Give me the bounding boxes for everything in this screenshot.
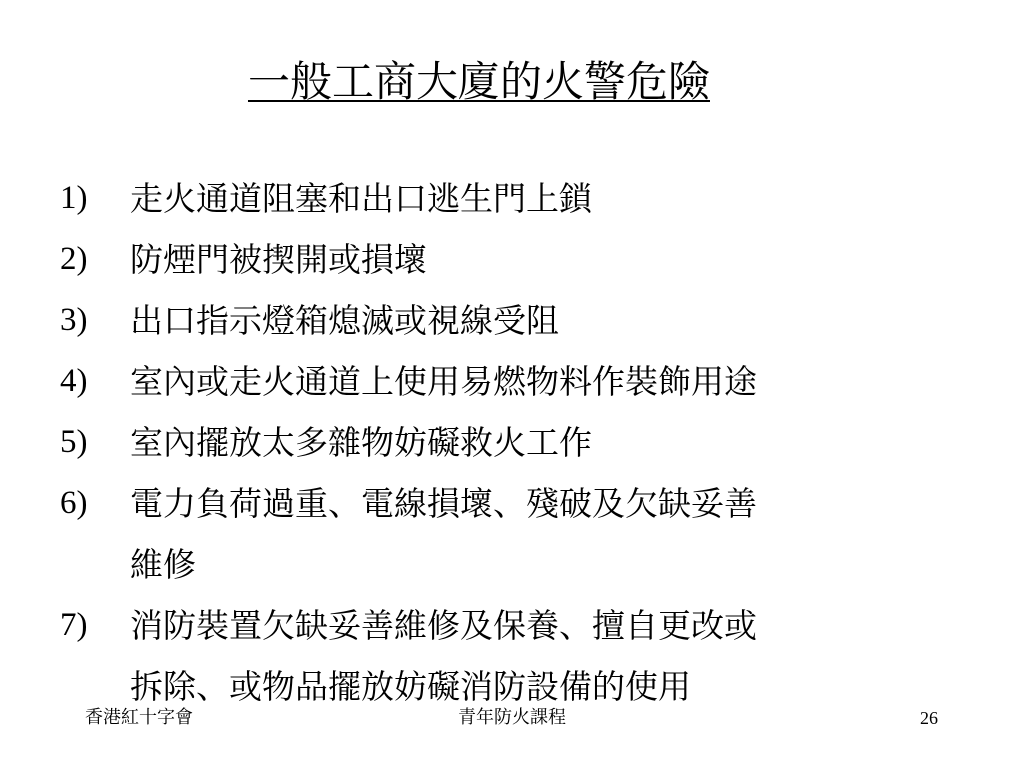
list-item — [60, 290, 980, 351]
list-item-line: 消防裝置欠缺妥善維修及保養、擅自更改或 — [130, 606, 757, 645]
list-item — [60, 473, 980, 595]
footer-organization: 香港紅十字會 — [85, 707, 193, 728]
list-item-text — [130, 229, 970, 290]
list-item-number: 7) — [60, 607, 88, 643]
list-item-number: 2) — [60, 241, 88, 277]
list-item-text — [130, 290, 970, 351]
footer-course-name: 青年防火課程 — [458, 707, 566, 728]
list-item-line: 出口指示燈箱熄滅或視線受阻 — [130, 301, 559, 340]
list-item-line: 室內擺放太多雜物妨礙救火工作 — [130, 423, 592, 462]
list-item — [60, 412, 980, 473]
list-item-number: 6) — [60, 485, 88, 521]
list-item — [60, 351, 980, 412]
list-item-text — [130, 351, 970, 412]
list-item — [60, 168, 980, 229]
list-item-number: 4) — [60, 363, 88, 399]
list-item-number: 3) — [60, 302, 88, 338]
list-item-text — [130, 595, 970, 717]
list-item-text — [130, 473, 970, 595]
list-item-line: 電力負荷過重、電線損壞、殘破及欠缺妥善 — [130, 484, 757, 523]
list-item-line: 室內或走火通道上使用易燃物料作裝飾用途 — [130, 362, 757, 401]
slide-title: 一般工商大廈的火警危險 — [247, 57, 710, 106]
list-item-line: 走火通道阻塞和出口逃生門上鎖 — [130, 179, 592, 218]
list-item-number: 5) — [60, 424, 88, 460]
list-item — [60, 229, 980, 290]
list-item-text — [130, 168, 970, 229]
list-item-text — [130, 412, 970, 473]
list-item-line: 拆除、或物品擺放妨礙消防設備的使用 — [130, 667, 691, 706]
list-item — [60, 595, 980, 717]
list-item-number: 1) — [60, 180, 88, 216]
list-item-line: 維修 — [130, 545, 196, 584]
page-number: 26 — [920, 708, 938, 728]
list-item-line: 防煙門被揳開或損壞 — [130, 240, 427, 279]
fire-risk-list — [60, 168, 980, 717]
